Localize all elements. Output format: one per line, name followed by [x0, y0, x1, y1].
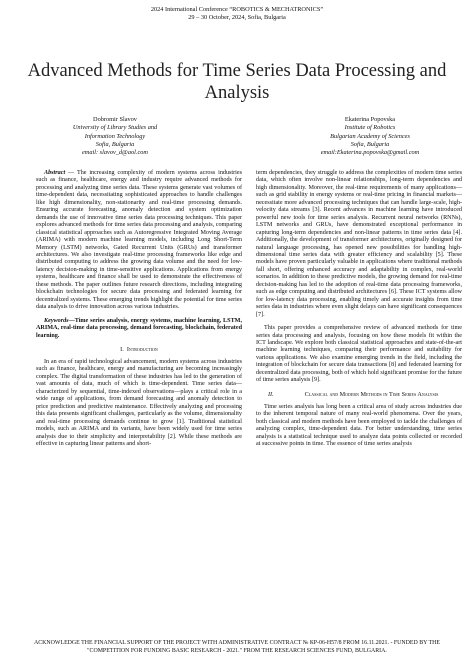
author-email: email:Ekaterina.popovska@gmail.com — [320, 149, 420, 157]
author-name: Dobromir Slavov — [93, 116, 137, 123]
section-title: Introduction — [126, 345, 158, 353]
keywords — [36, 318, 242, 340]
section-title: Classical and Modern Methods in Time Series Analysis — [304, 390, 439, 398]
section-heading — [36, 346, 242, 354]
paragraph: This paper provides a comprehensive review of advanced methods for time series data processing and analysis, focusing on how these models fit within the ICT landscape. We explore both classical statistical approaches and state-of-the-art machine learning techniques, comparing their performance and suitability for various applications. We also examine emerging trends in the field, including the integration of blockchain for secure data transactions [8] and federated learning for decentralized data processing, both of which hold significant promise for the future of time series analysis [9]. — [256, 325, 462, 384]
keywords-label: Keywords — [44, 317, 69, 324]
conference-name: 2024 International Conference “ROBOTICS & MECHATRONICS” — [150, 6, 324, 13]
author-block-2 — [285, 116, 455, 157]
author-affiliation: Bulgarian Academy of Sciences — [330, 132, 410, 140]
right-column — [256, 170, 462, 448]
author-block-1 — [40, 116, 190, 157]
conference-header — [0, 6, 474, 22]
section-heading — [256, 391, 462, 399]
acknowledgement-footer: ACKNOWLEDGE THE FINANCIAL SUPPORT OF THE PROJECT WITH ADMINISTRATIVE CONTRACT № КР-06-Н57/8 FROM 16.11.2021. - FUNDED BY THE "COMPETITION FOR FUNDING BASIC RESEARCH - 2021." FROM THE RESEARCH SCIENCES FUND, BULGARIA. — [33, 640, 441, 654]
author-affiliation: Institute of Robotics — [344, 124, 396, 132]
author-affiliation: University of Library Studies and — [72, 124, 158, 132]
abstract-text: The increasing complexity of modern systems across industries such as finance, healthcare, energy and industry require advanced methods for processing and analyzing time series data. These systems generate vast volumes of time-dependent data, necessitating sophisticated approaches to handle challenges like high dimensionality, non-stationarity and real-time processing demands. Ensuring accurate forecasting, anomaly detection and system optimization demands the use of innovative time series data processing techniques. This paper explores advanced methods for time series data processing and analysis, comparing classical statistical approaches such as Autoregressive Integrated Moving Average (ARIMA) with modern machine learning models, including Long Short-Term Memory (LSTM) networks, Gated Recurrent Units (GRUs) and transformer architectures. We also investigate real-time processing frameworks like edge and distributed computing to address the growing data volume and the need for low-latency decision-making in time-sensitive applications. Applications from energy systems, healthcare and finance shall be used to demonstrate the effectiveness of these methods. The paper outlines future research directions, including integrating blockchain technologies for secure data processing and federated learning for decentralized systems. These emerging trends highlight the potential for time series data analysis to drive innovation across various industries. — [36, 170, 242, 311]
conference-date: 29 – 30 October, 2024, Sofia, Bulgaria — [188, 14, 286, 21]
section-numeral: I. — [120, 345, 124, 353]
paragraph: term dependencies, they struggle to address the complexities of modern time series data, which often involve non-linear relationships, long-term dependencies and high dimensionality. Moreover, the real-time requirements of many applications—such as grid stability in energy systems or real-time pricing in financial markets—necessitate more advanced processing techniques that can handle large-scale, high-velocity data streams [3]. Recent advances in machine learning have introduced powerful new tools for time series analysis. Recurrent neural networks (RNNs), LSTM networks and GRUs, have demonstrated exceptional performance in capturing long-term dependencies and non-linear patterns in time series data [4]. Additionally, the development of transformer architectures, originally designed for natural language processing, has opened new possibilities for handling high-dimensional time series data with greater efficiency and scalability [5]. These models have proven particularly valuable in applications where traditional methods fall short, offering enhanced accuracy and adaptability in complex, real-world scenarios. In addition to these predictive models, the growing demand for real-time decision-making has led to the adoption of real-time data processing frameworks, such as edge computing and distributed architectures [6]. These ICT systems allow for low-latency data processing, enabling timely and accurate insights from time series data in industries where even slight delays can have significant consequences [7]. — [256, 170, 462, 318]
author-email: email: slavov_d@aol.com — [82, 149, 148, 157]
author-affiliation: Information Technology — [84, 132, 146, 140]
abstract-dash: — — [65, 170, 77, 176]
author-affiliation: Sofia, Bulgaria — [95, 140, 135, 148]
author-name: Ekaterina Popovska — [344, 116, 396, 123]
left-column — [36, 170, 242, 448]
abstract — [36, 170, 242, 312]
abstract-label: Abstract — [44, 170, 66, 176]
author-affiliation: Sofia, Bulgaria — [350, 140, 390, 148]
paragraph: In an era of rapid technological advancement, modern systems across industries such as finance, healthcare, energy and manufacturing are becoming increasingly complex. The digital transformation of these industries has led to the generation of vast amounts of data, much of which is time-dependent. Time series data—characterized by sequential, time-indexed observations—plays a critical role in a wide range of applications, from demand forecasting and anomaly detection to price prediction and predictive maintenance. Effectively analyzing and processing this data presents significant challenges, particularly as the volume, dimensionality and real-time processing demands continue to grow [1]. Traditional statistical models, such as ARIMA and its variants, have been widely used for time series analysis due to their simplicity and interpretability [2]. While these methods are effective in capturing linear patterns and short- — [36, 358, 242, 447]
paragraph: Time series analysis has long been a critical area of study across industries due to the inherent temporal nature of many real-world phenomena. Over the years, both classical and modern methods have been employed to tackle the challenges of analyzing complex, time-dependent data. For better understanding, time series analysis is a statistical technique used to analyze data points collected or recorded at successive points in time. The essence of time series analysis — [256, 403, 462, 447]
keywords-dash: — — [68, 317, 75, 324]
keywords-text: Time series analysis, energy systems, machine learning, LSTM, ARIMA, real-time data processing, demand forecasting, blockchain, federated learning. — [36, 317, 242, 339]
section-numeral: II. — [268, 390, 274, 398]
paper-title: Advanced Methods for Time Series Data Processing and Analysis — [27, 61, 447, 103]
